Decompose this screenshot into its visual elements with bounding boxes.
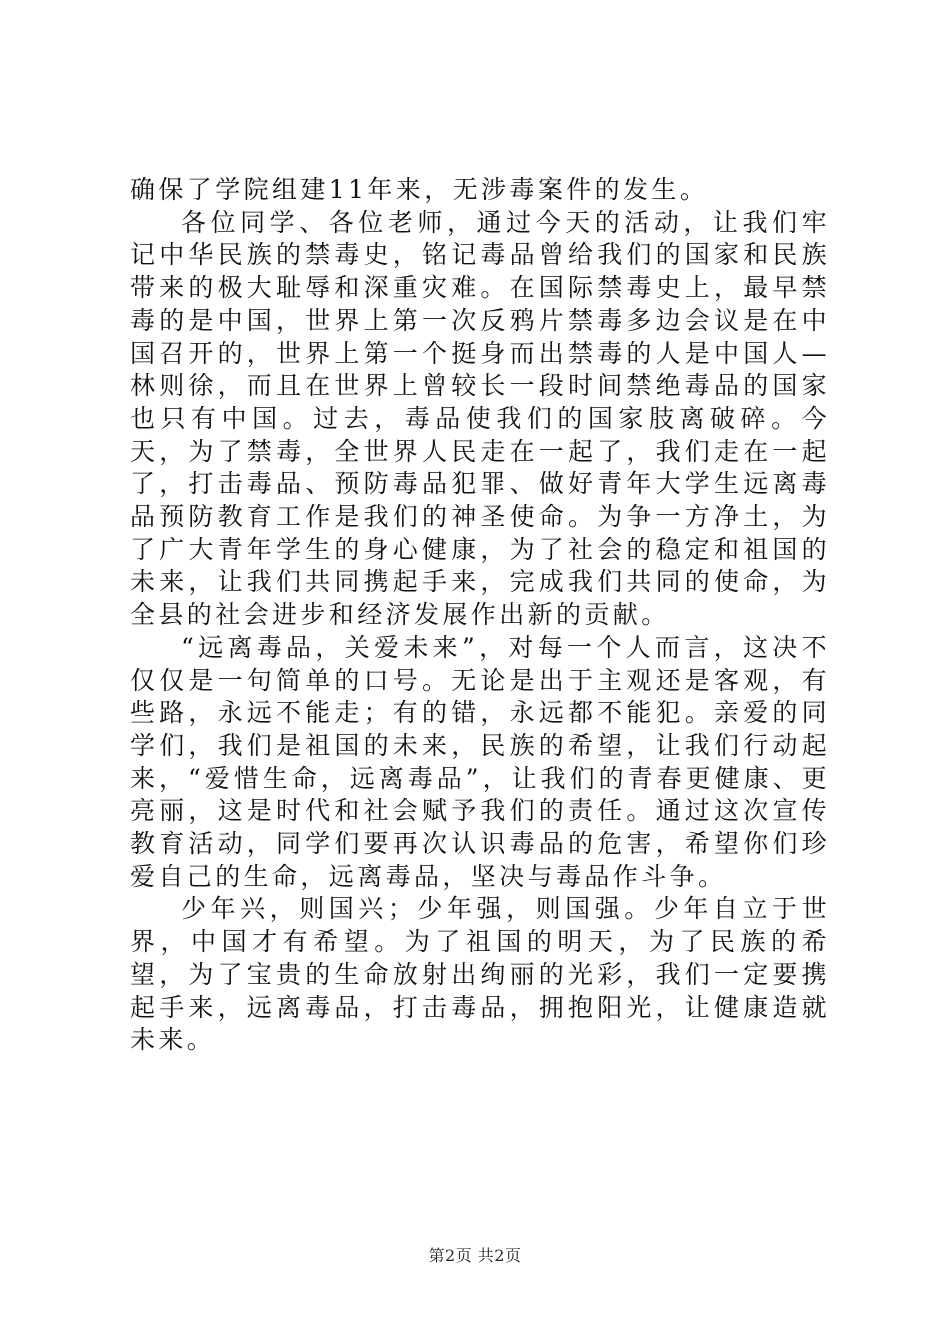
page-footer: 第2页 共2页 xyxy=(428,1246,522,1265)
document-body xyxy=(130,174,830,1057)
paragraph-conclusion: 少年兴，则国兴；少年强，则国强。少年自立于世界，中国才有希望。为了祖国的明天，为了民族的希望，为了宝贵的生命放射出绚丽的光彩，我们一定要携起手来，远离毒品，打击毒品，拥抱阳光，让健康造就未来。 xyxy=(130,894,830,1055)
paragraph-continuation: 确保了学院组建11年来，无涉毒案件的发生。 xyxy=(130,175,709,204)
paragraph-slogan: “远离毒品，关爱未来”，对每一个人而言，这决不仅仅是一句简单的口号。无论是出于主观还是客观，有些路，永远不能走；有的错，永远都不能犯。亲爱的同学们，我们是祖国的未来，民族的希望，让我们行动起来，“爱惜生命，远离毒品”，让我们的青春更健康、更亮丽，这是时代和社会赋予我们的责任。通过这次宣传教育活动，同学们要再次认识毒品的危害，希望你们珍爱自己的生命，远离毒品，坚决与毒品作斗争。 xyxy=(130,632,830,891)
paragraph-history: 各位同学、各位老师，通过今天的活动，让我们牢记中华民族的禁毒史，铭记毒品曾给我们的国家和民族带来的极大耻辱和深重灾难。在国际禁毒史上，最早禁毒的是中国，世界上第一次反鸦片禁毒多边会议是在中国召开的，世界上第一个挺身而出禁毒的人是中国人—林则徐，而且在世界上曾较长一段时间禁绝毒品的国家也只有中国。过去，毒品使我们的国家肢离破碎。今天，为了禁毒，全世界人民走在一起了，我们走在一起了，打击毒品、预防毒品犯罪、做好青年大学生远离毒品预防教育工作是我们的神圣使命。为争一方净土，为了广大青年学生的身心健康，为了社会的稳定和祖国的未来，让我们共同携起手来，完成我们共同的使命，为全县的社会进步和经济发展作出新的贡献。 xyxy=(130,207,830,630)
